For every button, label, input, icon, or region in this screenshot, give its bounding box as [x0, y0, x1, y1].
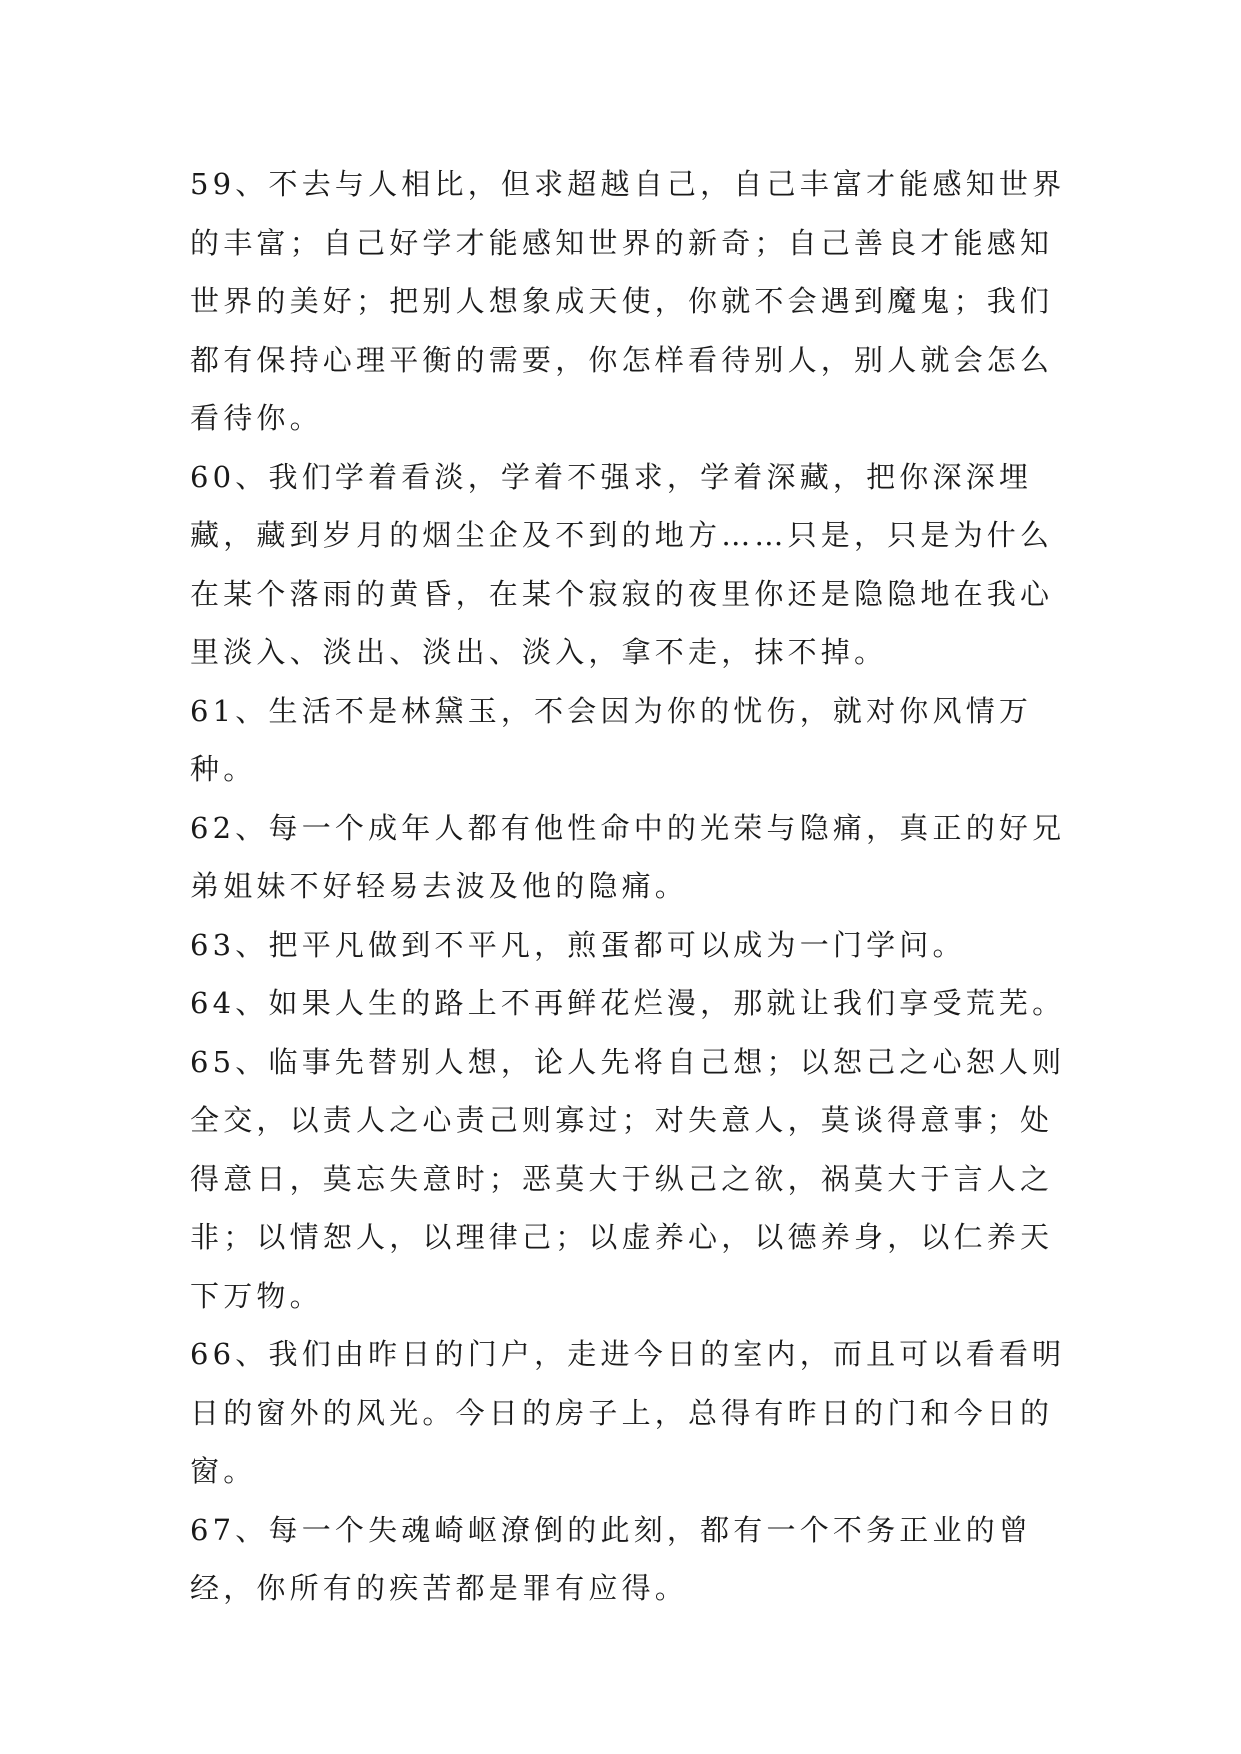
quote-62: 62、每一个成年人都有他性命中的光荣与隐痛，真正的好兄弟姐妹不好轻易去波及他的隐痛。: [190, 810, 1066, 903]
quote-59: 59、不去与人相比，但求超越自己，自己丰富才能感知世界的丰富；自己好学才能感知世界的新奇；自己善良才能感知世界的美好；把别人想象成天使，你就不会遇到魔鬼；我们都有保持心理平衡的需要，你怎样看待别人，别人就会怎么看待你。: [190, 167, 1066, 435]
quote-66: 66、我们由昨日的门户，走进今日的室内，而且可以看看明日的窗外的风光。今日的房子上，总得有昨日的门和今日的窗。: [190, 1337, 1066, 1488]
quote-61: 61、生活不是林黛玉，不会因为你的忧伤，就对你风情万种。: [190, 693, 1033, 786]
quote-65: 65、临事先替别人想，论人先将自己想；以恕己之心恕人则全交，以责人之心责己则寡过；对失意人，莫谈得意事；处得意日，莫忘失意时；恶莫大于纵己之欲，祸莫大于言人之非；以情恕人，以理律己；以虚养心，以德养身，以仁养天下万物。: [190, 1044, 1066, 1313]
quote-63: 63、把平凡做到不平凡，煎蛋都可以成为一门学问。: [190, 927, 966, 962]
quote-60: 60、我们学着看淡，学着不强求，学着深藏，把你深深埋藏，藏到岁月的烟尘企及不到的地方……只是，只是为什么在某个落雨的黄昏，在某个寂寂的夜里你还是隐隐地在我心里淡入、淡出、淡出、淡入，拿不走，抹不掉。: [190, 459, 1054, 669]
document-page: [190, 155, 1075, 1618]
quote-64: 64、如果人生的路上不再鲜花烂漫，那就让我们享受荒芜。: [190, 986, 1066, 1020]
quote-67: 67、每一个失魂崎岖潦倒的此刻，都有一个不务正业的曾经，你所有的疾苦都是罪有应得。: [190, 1512, 1033, 1605]
